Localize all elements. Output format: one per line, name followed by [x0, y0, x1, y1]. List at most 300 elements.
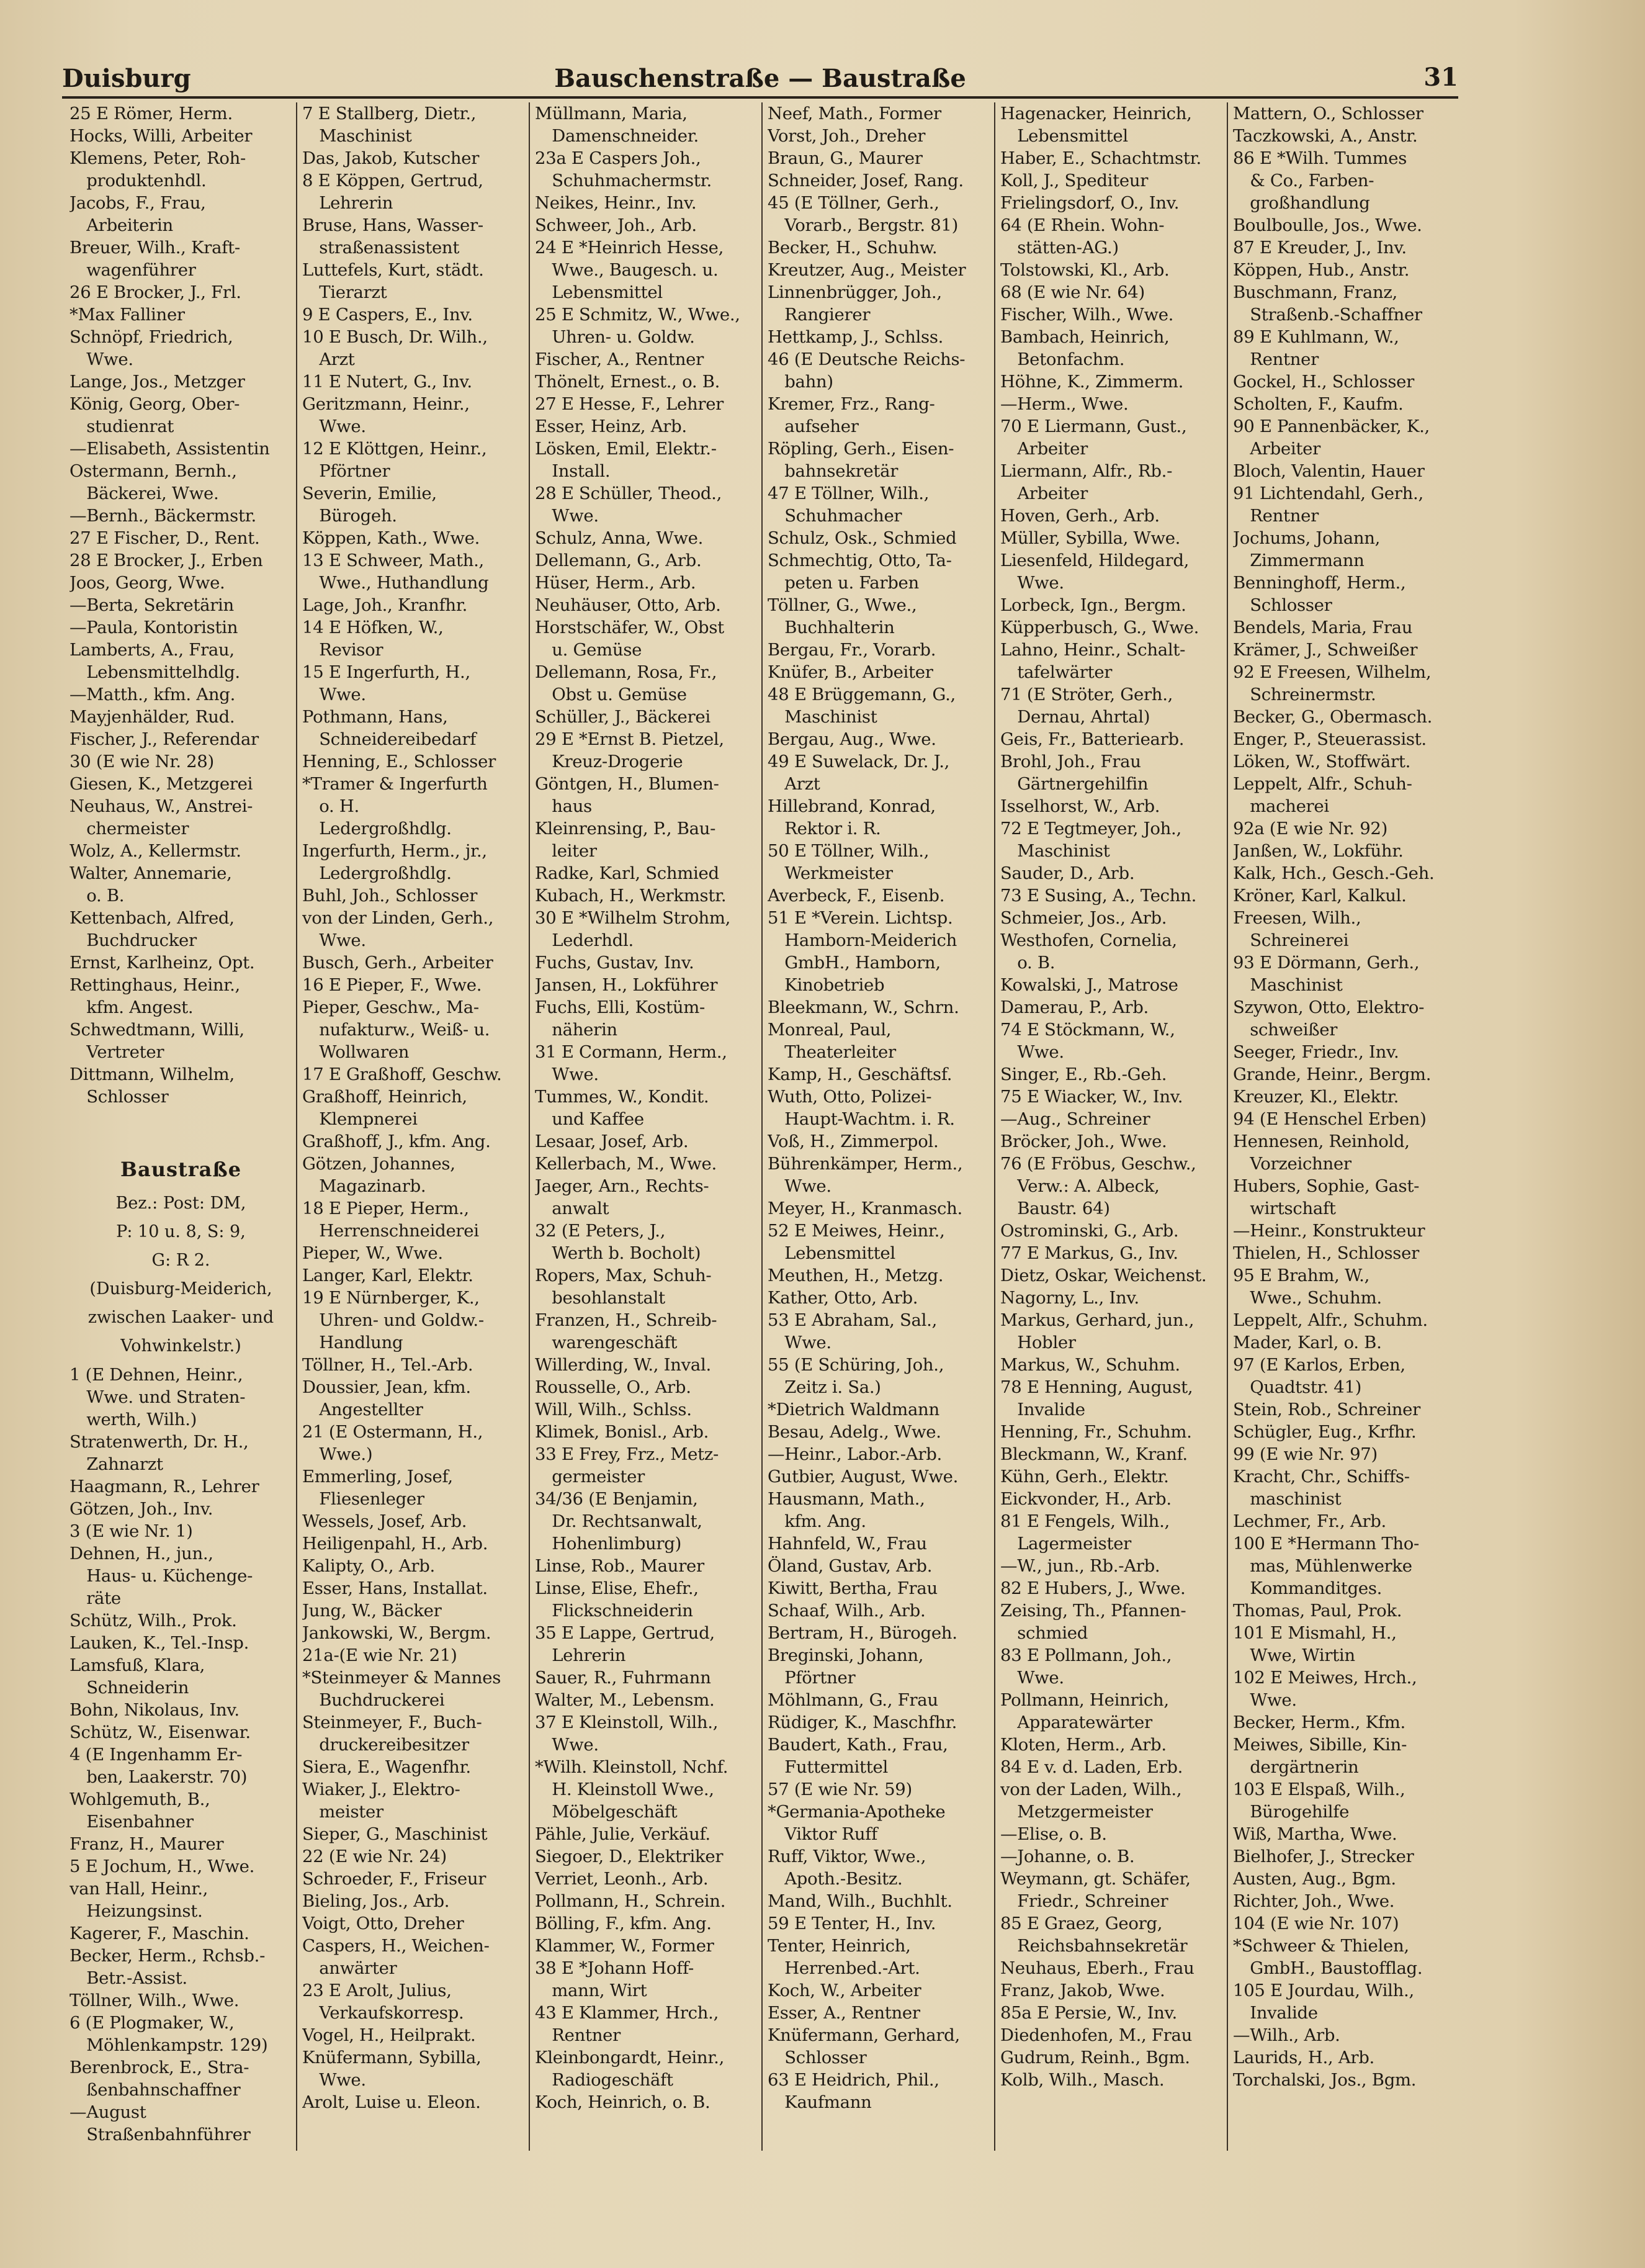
directory-entry: Kleinbongardt, Heinr., — [535, 2048, 725, 2068]
directory-entry: Vogel, H., Heilprakt. — [302, 2025, 476, 2045]
directory-entry: —Johanne, o. B. — [1000, 1847, 1135, 1866]
directory-entry: Vertreter — [69, 1042, 164, 1062]
directory-entry: 21a-(E wie Nr. 21) — [302, 1645, 457, 1665]
directory-entry: Fliesenleger — [302, 1489, 424, 1509]
directory-entry: Verkaufskorresp. — [302, 2003, 464, 2023]
directory-entry: Revisor — [302, 640, 383, 660]
directory-entry: Tenter, Heinrich, — [768, 1936, 911, 1956]
directory-entry: Wwe. — [535, 1064, 599, 1084]
directory-entry: Knüfermann, Gerhard, — [768, 2025, 960, 2045]
directory-entry: Arzt — [768, 774, 820, 794]
directory-entry: 64 (E Rhein. Wohn- — [1000, 215, 1165, 235]
directory-entry: studienrat — [69, 416, 174, 436]
directory-entry: Rüdiger, K., Maschfhr. — [768, 1712, 957, 1732]
directory-entry: Nagorny, L., Inv. — [1000, 1288, 1139, 1308]
directory-entry: Göntgen, H., Blumen- — [535, 774, 719, 794]
directory-entry: 37 E Kleinstoll, Wilh., — [535, 1712, 719, 1732]
directory-entry: Thönelt, Ernest., o. B. — [535, 372, 720, 392]
directory-entry: Markus, Gerhard, jun., — [1000, 1310, 1195, 1330]
directory-entry: Töllner, G., Wwe., — [768, 595, 917, 615]
directory-entry: Arbeiterin — [69, 215, 173, 235]
directory-entry: Braun, G., Maurer — [768, 148, 923, 168]
directory-entry: Linse, Elise, Ehefr., — [535, 1578, 699, 1598]
directory-entry: Fischer, A., Rentner — [535, 349, 704, 369]
directory-entry: Wwe. — [1000, 1668, 1064, 1688]
directory-entry: Götzen, Joh., Inv. — [69, 1499, 213, 1519]
directory-entry: Thielen, H., Schlosser — [1233, 1243, 1419, 1263]
directory-entry: Hohenlimburg) — [535, 1534, 681, 1554]
street-district-info — [69, 1192, 292, 1357]
directory-entry: Töllner, Wilh., Wwe. — [69, 1991, 240, 2010]
street-meta-line: zwischen Laaker- und — [87, 1308, 274, 1327]
directory-entry: Straßenbahnführer — [69, 2125, 251, 2144]
directory-entry: Neuhaus, Eberh., Frau — [1000, 1958, 1195, 1978]
directory-entry: Schütz, Wilh., Prok. — [69, 1611, 237, 1631]
directory-entry: Wwe., Baugesch. u. — [535, 260, 719, 280]
directory-entry: Henning, E., Schlosser — [302, 752, 496, 772]
directory-entry: Meuthen, H., Metzg. — [768, 1266, 944, 1285]
directory-entry: Bieling, Jos., Arb. — [302, 1891, 450, 1911]
directory-entry: kfm. Ang. — [768, 1511, 866, 1531]
directory-entry: 16 E Pieper, F., Wwe. — [302, 975, 482, 995]
directory-entry: Janßen, W., Lokführ. — [1233, 841, 1404, 861]
directory-entry: Apparatewärter — [1000, 1712, 1152, 1732]
directory-entry: Höhne, K., Zimmerm. — [1000, 372, 1184, 392]
directory-entry: Lauken, K., Tel.-Insp. — [69, 1633, 249, 1653]
directory-entry: Hocks, Willi, Arbeiter — [69, 126, 253, 146]
directory-entry: Wwe, Wirtin — [1233, 1645, 1355, 1665]
directory-entry: 95 E Brahm, W., — [1233, 1266, 1370, 1285]
directory-entry: Kreutzer, Aug., Meister — [768, 260, 966, 280]
directory-entry: Schlosser — [69, 1087, 169, 1107]
directory-entry: Rettinghaus, Heinr., — [69, 975, 240, 995]
street-meta-line: Bez.: Post: DM, — [115, 1194, 246, 1213]
directory-entry: *Schweer & Thielen, — [1233, 1936, 1409, 1956]
directory-entry: Emmerling, Josef, — [302, 1467, 453, 1487]
directory-entry: Kagerer, F., Maschin. — [69, 1924, 249, 1943]
directory-entry: Straßenb.-Schaffner — [1233, 305, 1422, 325]
directory-entry: Breginski, Johann, — [768, 1645, 924, 1665]
directory-entry: Bleekmann, W., Schrn. — [768, 997, 959, 1017]
directory-entry: Wessels, Josef, Arb. — [302, 1511, 467, 1531]
directory-entry: 84 E v. d. Laden, Erb. — [1000, 1757, 1183, 1777]
directory-entry: Kalk, Hch., Gesch.-Geh. — [1233, 863, 1435, 883]
directory-entry: Viktor Ruff — [768, 1824, 878, 1844]
column-3 — [530, 102, 763, 2151]
directory-entry: 93 E Dörmann, Gerh., — [1233, 953, 1420, 973]
directory-entry: 52 E Meiwes, Heinr., — [768, 1221, 945, 1241]
page-number: 31 — [1423, 63, 1458, 92]
directory-entry: Obst u. Gemüse — [535, 685, 687, 704]
directory-entry: Betr.-Assist. — [69, 1968, 187, 1988]
directory-entry: Seeger, Friedr., Inv. — [1233, 1042, 1399, 1062]
directory-entry: *Max Falliner — [69, 305, 185, 325]
directory-entry: —August — [69, 2102, 146, 2122]
directory-entry: Lange, Jos., Metzger — [69, 372, 245, 392]
column-1-entries-after — [69, 1364, 292, 2146]
directory-entry: Berenbrock, E., Stra- — [69, 2058, 249, 2077]
directory-entry: Schulz, Osk., Schmied — [768, 528, 957, 548]
directory-entry: Fischer, Wilh., Wwe. — [1000, 305, 1174, 325]
directory-entry: Bäckerei, Wwe. — [69, 484, 219, 503]
directory-entry: Hennesen, Reinhold, — [1233, 1132, 1410, 1151]
directory-entry: —Herm., Wwe. — [1000, 394, 1129, 414]
directory-entry: 25 E Schmitz, W., Wwe., — [535, 305, 740, 325]
directory-entry: Lorbeck, Ign., Bergm. — [1000, 595, 1186, 615]
directory-entry: 27 E Fischer, D., Rent. — [69, 528, 260, 548]
directory-entry: mann, Wirt — [535, 1981, 647, 2000]
directory-entry: 89 E Kuhlmann, W., — [1233, 327, 1399, 347]
directory-entry: Schlosser — [1233, 595, 1332, 615]
directory-entry: produktenhdl. — [69, 171, 207, 191]
directory-entry: Doussier, Jean, kfm. — [302, 1377, 471, 1397]
directory-entry: 11 E Nutert, G., Inv. — [302, 372, 472, 392]
directory-entry: meister — [302, 1802, 383, 1822]
directory-entry: Wuth, Otto, Polizei- — [768, 1087, 932, 1107]
directory-entry: Schaaf, Wilh., Arb. — [768, 1601, 926, 1621]
directory-entry: Esser, A., Rentner — [768, 2003, 920, 2023]
directory-entry: Breuer, Wilh., Kraft- — [69, 238, 240, 258]
directory-entry: Öland, Gustav, Arb. — [768, 1556, 933, 1576]
directory-entry: Enger, P., Steuerassist. — [1233, 729, 1427, 749]
directory-entry: Laurids, H., Arb. — [1233, 2048, 1374, 2068]
directory-entry: Bielhofer, J., Strecker — [1233, 1847, 1414, 1866]
street-meta-line: G: R 2. — [151, 1251, 210, 1270]
directory-entry: GmbH., Baustofflag. — [1233, 1958, 1423, 1978]
directory-entry: Mattern, O., Schlosser — [1233, 104, 1423, 124]
directory-entry: mas, Mühlenwerke — [1233, 1556, 1412, 1576]
directory-entry: Krämer, J., Schweißer — [1233, 640, 1418, 660]
directory-entry: 9 E Caspers, E., Inv. — [302, 305, 473, 325]
directory-entry: —W., jun., Rb.-Arb. — [1000, 1556, 1160, 1576]
directory-entry: Steinmeyer, F., Buch- — [302, 1712, 482, 1732]
directory-entry: 70 E Liermann, Gust., — [1000, 416, 1187, 436]
directory-entry: Mader, Karl, o. B. — [1233, 1333, 1382, 1352]
directory-entry: Bloch, Valentin, Hauer — [1233, 461, 1425, 481]
directory-entry: 24 E *Heinrich Hesse, — [535, 238, 724, 258]
directory-entry: 32 (E Peters, J., — [535, 1221, 666, 1241]
directory-entry: warengeschäft — [535, 1333, 678, 1352]
directory-entry: Franz, Jakob, Wwe. — [1000, 1981, 1165, 2000]
directory-entry: 92 E Freesen, Wilhelm, — [1233, 662, 1432, 682]
directory-entry: Lebensmittel — [535, 282, 663, 302]
directory-entry: Wwe. — [768, 1333, 831, 1352]
directory-entry: Jochums, Johann, — [1233, 528, 1381, 548]
directory-entry: 57 (E wie Nr. 59) — [768, 1780, 912, 1799]
directory-entry: straßenassistent — [302, 238, 460, 258]
directory-entry: Ostermann, Bernh., — [69, 461, 237, 481]
directory-entry: Caspers, H., Weichen- — [302, 1936, 490, 1956]
directory-entry: 99 (E wie Nr. 97) — [1233, 1444, 1378, 1464]
directory-entry: Stratenwerth, Dr. H., — [69, 1432, 249, 1452]
directory-entry: Schulz, Anna, Wwe. — [535, 528, 704, 548]
directory-entry: Hoven, Gerh., Arb. — [1000, 506, 1160, 526]
directory-entry: Pieper, Geschw., Ma- — [302, 997, 479, 1017]
directory-entry: 74 E Stöckmann, W., — [1000, 1020, 1175, 1040]
directory-entry: 19 E Nürnberger, K., — [302, 1288, 480, 1308]
directory-entry: Ruff, Viktor, Wwe., — [768, 1847, 926, 1866]
directory-entry: Neuhaus, W., Anstrei- — [69, 796, 253, 816]
directory-entry: peten u. Farben — [768, 573, 919, 593]
directory-entry: 90 E Pannenbäcker, K., — [1233, 416, 1430, 436]
directory-entry: Rentner — [1233, 506, 1319, 526]
directory-entry: Benninghoff, Herm., — [1233, 573, 1406, 593]
directory-entry: Uhren- und Goldw.- — [302, 1310, 484, 1330]
directory-entry: Wwe. und Straten- — [69, 1387, 246, 1407]
directory-entry: Vorarb., Bergstr. 81) — [768, 215, 959, 235]
directory-entry: Radiogeschäft — [535, 2070, 673, 2090]
directory-entry: Walter, Annemarie, — [69, 863, 232, 883]
directory-entry: druckereibesitzer — [302, 1735, 469, 1755]
directory-entry: Maschinist — [1000, 841, 1110, 861]
directory-entry: Koll, J., Spediteur — [1000, 171, 1149, 191]
directory-entry: Hamborn-Meiderich — [768, 930, 957, 950]
directory-entry: Rousselle, O., Arb. — [535, 1377, 691, 1397]
directory-entry: o. H. — [302, 796, 359, 816]
directory-entry: Damerau, P., Arb. — [1000, 997, 1149, 1017]
directory-entry: Becker, H., Schuhw. — [768, 238, 938, 258]
directory-entry: 28 E Brocker, J., Erben — [69, 551, 263, 570]
directory-entry: kfm. Angest. — [69, 997, 194, 1017]
directory-entry: 3 (E wie Nr. 1) — [69, 1521, 193, 1541]
directory-entry: Wwe., Huthandlung — [302, 573, 489, 593]
directory-entry: 33 E Frey, Frz., Metz- — [535, 1444, 719, 1464]
directory-entry: bahn) — [768, 372, 833, 392]
directory-entry: stätten-AG.) — [1000, 238, 1119, 258]
directory-entry: 38 E *Johann Hoff- — [535, 1958, 694, 1978]
directory-entry: Brohl, Joh., Frau — [1000, 752, 1141, 772]
directory-entry: Diedenhofen, M., Frau — [1000, 2025, 1193, 2045]
directory-entry: Quadtstr. 41) — [1233, 1377, 1362, 1397]
directory-entry: Isselhorst, W., Arb. — [1000, 796, 1160, 816]
directory-entry: Schneiderin — [69, 1678, 189, 1698]
directory-entry: Kettenbach, Alfred, — [69, 908, 235, 928]
directory-entry: Voigt, Otto, Dreher — [302, 1914, 464, 1933]
directory-entry: Mayjenhälder, Rud. — [69, 707, 235, 727]
directory-entry: Wwe., Schuhm. — [1233, 1288, 1382, 1308]
directory-entry: 105 E Jourdau, Wilh., — [1233, 1981, 1414, 2000]
directory-entry: Lösken, Emil, Elektr.- — [535, 439, 717, 459]
directory-entry: Arzt — [302, 349, 355, 369]
directory-entry: Magazinarb. — [302, 1176, 426, 1196]
directory-entry: 75 E Wiacker, W., Inv. — [1000, 1087, 1183, 1107]
directory-entry: Kracht, Chr., Schiffs- — [1233, 1467, 1410, 1487]
directory-entry: Neef, Math., Former — [768, 104, 941, 124]
directory-entry: Sauer, R., Fuhrmann — [535, 1668, 711, 1688]
directory-entry: Singer, E., Rb.-Geh. — [1000, 1064, 1167, 1084]
directory-entry: Schütz, W., Eisenwar. — [69, 1722, 251, 1742]
directory-entry: 59 E Tenter, H., Inv. — [768, 1914, 936, 1933]
directory-entry: 26 E Brocker, J., Frl. — [69, 282, 241, 302]
directory-entry: Willerding, W., Inval. — [535, 1355, 711, 1375]
directory-entry: 81 E Fengels, Wilh., — [1000, 1511, 1170, 1531]
directory-entry: 92a (E wie Nr. 92) — [1233, 819, 1388, 839]
directory-entry: Baustr. 64) — [1000, 1199, 1110, 1218]
directory-entry: von der Laden, Wilh., — [1000, 1780, 1182, 1799]
directory-entry: Pollmann, H., Schrein. — [535, 1891, 726, 1911]
directory-entry: Verw.: A. Albeck, — [1000, 1176, 1160, 1196]
directory-entry: 73 E Susing, A., Techn. — [1000, 886, 1197, 906]
directory-entry: Rentner — [535, 2025, 621, 2045]
directory-entry: Sieper, G., Maschinist — [302, 1824, 488, 1844]
directory-entry: Werth b. Bocholt) — [535, 1243, 701, 1263]
directory-entry: Bendels, Maria, Frau — [1233, 618, 1413, 637]
directory-entry: Hillebrand, Konrad, — [768, 796, 936, 816]
directory-entry: Schmechtig, Otto, Ta- — [768, 551, 952, 570]
directory-entry: Pollmann, Heinrich, — [1000, 1690, 1169, 1710]
directory-entry: Kaufmann — [768, 2092, 872, 2112]
directory-entry: 72 E Tegtmeyer, Joh., — [1000, 819, 1181, 839]
directory-entry: Köppen, Kath., Wwe. — [302, 528, 480, 548]
directory-entry: Ledergroßhdlg. — [302, 863, 452, 883]
directory-entry: Knüfer, B., Arbeiter — [768, 662, 933, 682]
directory-entry: Kühn, Gerh., Elektr. — [1000, 1467, 1169, 1487]
directory-entry: und Kaffee — [535, 1109, 644, 1129]
directory-entry: Wwe. — [302, 416, 366, 436]
directory-entry: Ropers, Max, Schuh- — [535, 1266, 712, 1285]
directory-entry: Klempnerei — [302, 1109, 418, 1129]
directory-entry: Bergau, Fr., Vorarb. — [768, 640, 936, 660]
directory-entry: —Matth., kfm. Ang. — [69, 685, 236, 704]
directory-entry: Lagermeister — [1000, 1534, 1132, 1554]
directory-entry: Kowalski, J., Matrose — [1000, 975, 1178, 995]
directory-entry: Gärtnergehilfin — [1000, 774, 1149, 794]
directory-entry: Mand, Wilh., Buchhlt. — [768, 1891, 952, 1911]
directory-entry: Müller, Sybilla, Wwe. — [1000, 528, 1181, 548]
directory-entry: Invalide — [1000, 1400, 1085, 1420]
directory-entry: Schreinerei — [1233, 930, 1349, 950]
directory-entry: chermeister — [69, 819, 189, 839]
directory-entry: —Elisabeth, Assistentin — [69, 439, 270, 459]
directory-entry: Möbelgeschäft — [535, 1802, 678, 1822]
directory-entry: Pförtner — [768, 1668, 856, 1688]
directory-entry: Kather, Otto, Arb. — [768, 1288, 918, 1308]
directory-entry: Dernau, Ahrtal) — [1000, 707, 1150, 727]
directory-entry: 51 E *Verein. Lichtsp. — [768, 908, 953, 928]
directory-entry: Koch, W., Arbeiter — [768, 1981, 921, 2000]
directory-entry: dergärtnerin — [1233, 1757, 1359, 1777]
directory-entry: Klammer, W., Former — [535, 1936, 714, 1956]
column-5 — [995, 102, 1228, 2151]
page-header — [62, 59, 1458, 99]
directory-columns — [65, 102, 1461, 2151]
directory-entry: leiter — [535, 841, 597, 861]
directory-entry: Maschinist — [1233, 975, 1343, 995]
directory-entry: Schlosser — [768, 2048, 867, 2068]
directory-entry: Lederhdl. — [535, 930, 634, 950]
directory-entry: Wollwaren — [302, 1042, 410, 1062]
directory-entry: Möhlenkampstr. 129) — [69, 2035, 268, 2055]
directory-entry: Klimek, Bonisl., Arb. — [535, 1422, 709, 1442]
directory-entry: Jansen, H., Lokführer — [535, 975, 718, 995]
directory-entry: Wiaker, J., Elektro- — [302, 1780, 460, 1799]
directory-entry: Dittmann, Wilhelm, — [69, 1064, 235, 1084]
directory-entry: Neuhäuser, Otto, Arb. — [535, 595, 721, 615]
directory-entry: räte — [69, 1588, 121, 1608]
directory-entry: Zahnarzt — [69, 1454, 163, 1474]
directory-entry: Schroeder, F., Friseur — [302, 1869, 486, 1889]
directory-entry: Rangierer — [768, 305, 871, 325]
directory-entry: Luttefels, Kurt, städt. — [302, 260, 484, 280]
directory-entry: Pförtner — [302, 461, 390, 481]
directory-entry: Kamp, H., Geschäftsf. — [768, 1064, 952, 1084]
directory-entry: —Bernh., Bäckermstr. — [69, 506, 256, 526]
directory-entry: Heiligenpahl, H., Arb. — [302, 1534, 488, 1554]
directory-entry: Kellerbach, M., Wwe. — [535, 1154, 717, 1174]
directory-entry: Lesaar, Josef, Arb. — [535, 1132, 689, 1151]
directory-entry: Lehrerin — [302, 193, 393, 213]
column-2-entries — [302, 102, 525, 2113]
directory-entry: Klemens, Peter, Roh- — [69, 148, 246, 168]
directory-entry: Bührenkämper, Herm., — [768, 1154, 963, 1174]
directory-entry: Siegoer, D., Elektriker — [535, 1847, 724, 1866]
directory-entry: Busch, Gerh., Arbeiter — [302, 953, 493, 973]
directory-entry: Horstschäfer, W., Obst — [535, 618, 724, 637]
directory-entry: Jacobs, F., Frau, — [69, 193, 206, 213]
directory-entry: 31 E Cormann, Herm., — [535, 1042, 727, 1062]
directory-entry: Liermann, Alfr., Rb.- — [1000, 461, 1173, 481]
directory-entry: Maschinist — [768, 707, 877, 727]
directory-entry: Das, Jakob, Kutscher — [302, 148, 480, 168]
directory-entry: u. Gemüse — [535, 640, 642, 660]
directory-entry: Schreinermstr. — [1233, 685, 1376, 704]
street-meta-line: (Duisburg-Meiderich, — [89, 1279, 272, 1298]
directory-entry: Dehnen, H., jun., — [69, 1544, 213, 1564]
directory-entry: —Heinr., Labor.-Arb. — [768, 1444, 942, 1464]
directory-entry: Franz, H., Maurer — [69, 1834, 224, 1854]
directory-entry: van Hall, Heinr., — [69, 1879, 208, 1899]
directory-entry: Kreuzer, Kl., Elektr. — [1233, 1087, 1399, 1107]
directory-entry: *Wilh. Kleinstoll, Nchf. — [535, 1757, 728, 1777]
directory-entry: Hobler — [1000, 1333, 1076, 1352]
directory-entry: Szywon, Otto, Elektro- — [1233, 997, 1425, 1017]
directory-entry: Langer, Karl, Elektr. — [302, 1266, 473, 1285]
directory-entry: Schweer, Joh., Arb. — [535, 215, 697, 235]
column-1 — [65, 102, 297, 2151]
directory-entry: Lage, Joh., Kranfhr. — [302, 595, 468, 615]
directory-entry: Wolz, A., Kellermstr. — [69, 841, 241, 861]
directory-entry: Scholten, F., Kaufm. — [1233, 394, 1404, 414]
directory-entry: Maschinist — [302, 126, 412, 146]
directory-entry: Wwe. — [1000, 573, 1064, 593]
directory-entry: 85 E Graez, Georg, — [1000, 1914, 1163, 1933]
directory-entry: Uhren- u. Goldw. — [535, 327, 695, 347]
directory-entry: Westhofen, Cornelia, — [1000, 930, 1177, 950]
directory-entry: Wwe.) — [302, 1444, 373, 1464]
directory-entry: Töllner, H., Tel.-Arb. — [302, 1355, 473, 1375]
directory-entry: Pähle, Julie, Verkäuf. — [535, 1824, 710, 1844]
directory-entry: 68 (E wie Nr. 64) — [1000, 282, 1145, 302]
directory-entry: Bohn, Nikolaus, Inv. — [69, 1700, 240, 1720]
directory-entry: Bröcker, Joh., Wwe. — [1000, 1132, 1167, 1151]
directory-entry: wagenführer — [69, 260, 196, 280]
directory-entry: 87 E Kreuder, J., Inv. — [1233, 238, 1407, 258]
directory-entry: Ostrominski, G., Arb. — [1000, 1221, 1179, 1241]
header-street-range: Bauschenstraße — Baustraße — [554, 64, 966, 93]
directory-entry: Torchalski, Jos., Bgm. — [1233, 2070, 1417, 2090]
directory-entry: Buchdrucker — [69, 930, 197, 950]
directory-entry: macherei — [1233, 796, 1329, 816]
directory-entry: Hahnfeld, W., Frau — [768, 1534, 927, 1554]
directory-entry: Wohlgemuth, B., — [69, 1789, 210, 1809]
directory-entry: maschinist — [1233, 1489, 1342, 1509]
directory-entry: Wwe. — [69, 349, 133, 369]
column-5-entries — [1000, 102, 1223, 2091]
directory-entry: Theaterleiter — [768, 1042, 896, 1062]
directory-entry: *Steinmeyer & Mannes — [302, 1668, 501, 1688]
directory-entry: 35 E Lappe, Gertrud, — [535, 1623, 715, 1643]
directory-entry: 94 (E Henschel Erben) — [1233, 1109, 1427, 1129]
